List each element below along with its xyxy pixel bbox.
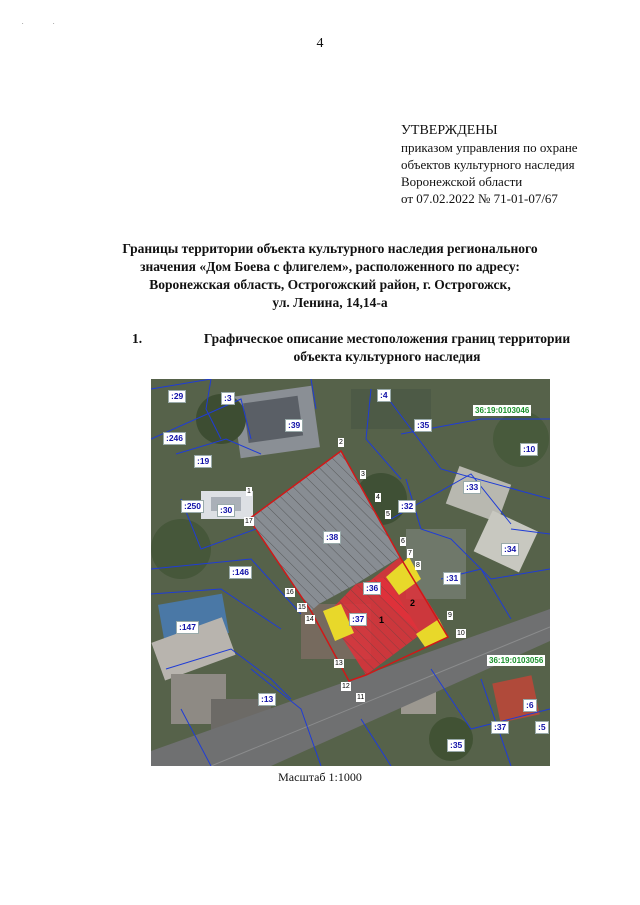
parcel-label: :37 <box>491 721 509 734</box>
boundary-point: 3 <box>361 471 365 478</box>
block-number-0103046: 36:19:0103046 <box>475 406 530 415</box>
boundary-point: 9 <box>448 612 452 619</box>
boundary-point: 13 <box>335 660 343 667</box>
title-line-2: значения «Дом Боева с флигелем», расположенного по адресу: <box>140 259 520 274</box>
map-imagery <box>151 379 550 766</box>
parcel-label: :31 <box>443 572 461 585</box>
parcel-label: :147 <box>176 621 199 634</box>
boundary-point: 14 <box>306 616 314 623</box>
cadastral-map <box>151 379 550 766</box>
boundary-point: 2 <box>339 439 343 446</box>
approval-line-3: Воронежской области <box>401 174 523 189</box>
parcel-label: :146 <box>229 566 252 579</box>
parcel-label: :36 <box>363 582 381 595</box>
parcel-label: :3 <box>221 392 235 405</box>
boundary-point: 11 <box>357 694 365 701</box>
approval-line-1: приказом управления по охране <box>401 140 578 155</box>
title-line-4: ул. Ленина, 14,14-а <box>272 295 388 310</box>
parcel-label: :30 <box>217 504 235 517</box>
block-number-0103056: 36:19:0103056 <box>489 656 544 665</box>
page-number: 4 <box>316 36 324 51</box>
boundary-point: 7 <box>408 550 412 557</box>
approval-line-4: от 07.02.2022 № 71-01-07/67 <box>401 191 558 206</box>
parcel-label: :246 <box>163 432 186 445</box>
zone-number: 2 <box>410 598 416 608</box>
scan-specks: . . <box>22 20 69 26</box>
title-line-1: Границы территории объекта культурного наследия регионального <box>122 241 538 256</box>
boundary-point: 4 <box>376 494 380 501</box>
section-number: 1. <box>132 331 143 346</box>
parcel-label: :34 <box>501 543 519 556</box>
parcel-label: :5 <box>535 721 549 734</box>
boundary-point: 17 <box>245 518 253 525</box>
parcel-label: :4 <box>377 389 391 402</box>
boundary-point: 12 <box>342 683 350 690</box>
section-line-1: Графическое описание местоположения границ территории <box>203 331 571 346</box>
boundary-point: 6 <box>401 538 405 545</box>
boundary-point: 5 <box>386 511 390 518</box>
boundary-point: 1 <box>247 488 251 495</box>
parcel-label: :35 <box>447 739 465 752</box>
parcel-label: :33 <box>463 481 481 494</box>
parcel-label: :19 <box>194 455 212 468</box>
parcel-label: :37 <box>349 613 367 626</box>
parcel-label: :250 <box>181 500 204 513</box>
parcel-label: :6 <box>523 699 537 712</box>
boundary-point: 10 <box>457 630 465 637</box>
parcel-label: :32 <box>398 500 416 513</box>
boundary-point: 8 <box>416 562 420 569</box>
boundary-point: 16 <box>286 589 294 596</box>
boundary-point: 15 <box>298 604 306 611</box>
parcel-label: :38 <box>323 531 341 544</box>
map-scale: Масштаб 1:1000 <box>278 770 362 784</box>
approval-stamp <box>401 122 631 207</box>
parcel-label: :13 <box>258 693 276 706</box>
parcel-label: :39 <box>285 419 303 432</box>
zone-number: 1 <box>379 615 385 625</box>
section-line-2: объекта культурного наследия <box>293 349 481 364</box>
document-title <box>100 240 560 312</box>
approval-heading: УТВЕРЖДЕНЫ <box>401 123 498 138</box>
approval-line-2: объектов культурного наследия <box>401 157 575 172</box>
parcel-label: :10 <box>520 443 538 456</box>
parcel-label: :35 <box>414 419 432 432</box>
parcel-label: :29 <box>168 390 186 403</box>
title-line-3: Воронежская область, Острогожский район, г. Острогожск, <box>149 277 511 292</box>
